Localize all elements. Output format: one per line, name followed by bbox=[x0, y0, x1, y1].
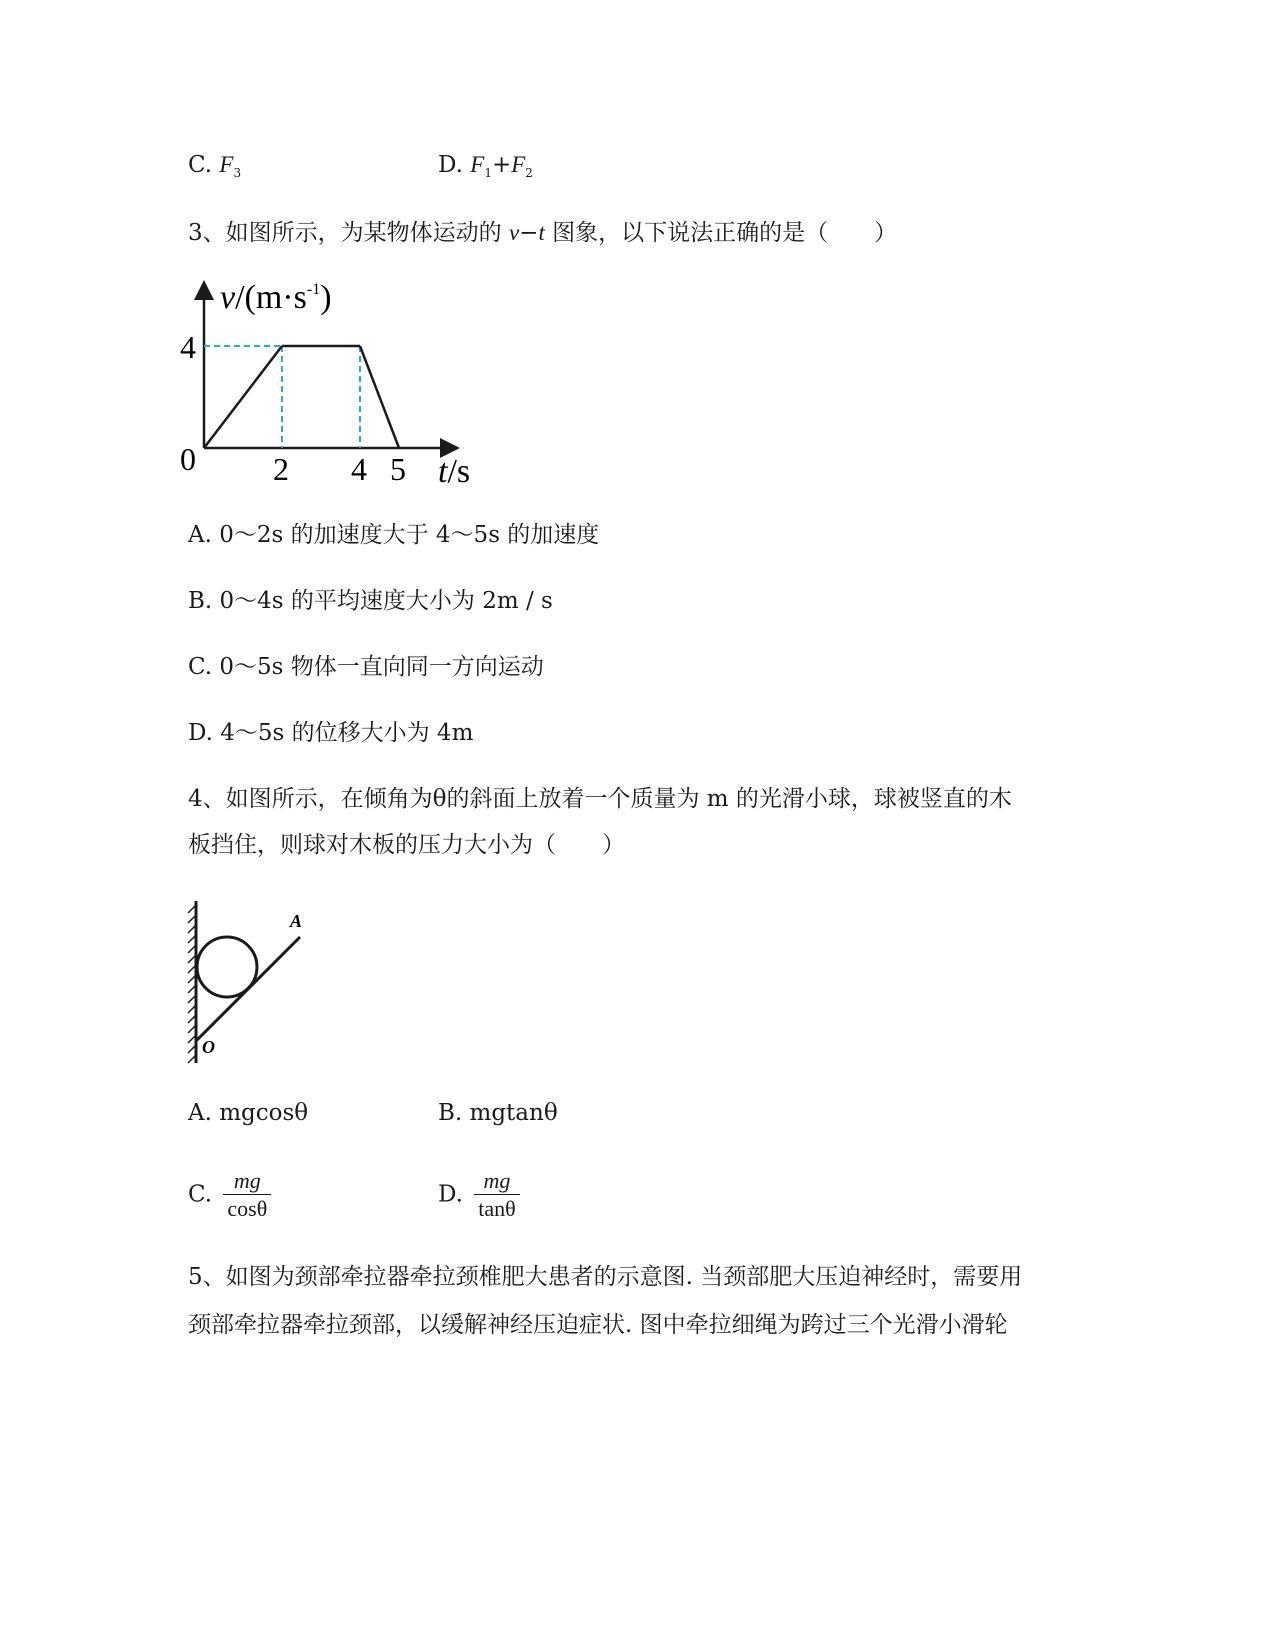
q2-option-c bbox=[188, 150, 241, 188]
denominator: cosθ bbox=[227, 1196, 268, 1221]
y-axis-label bbox=[220, 280, 332, 316]
q3-option-c: C. 0～5s 物体一直向同一方向运动 bbox=[188, 654, 544, 680]
option-label: D. bbox=[438, 152, 471, 178]
y-label-close: ) bbox=[320, 280, 332, 316]
x-label-var: t bbox=[438, 453, 448, 490]
x-tick-label: 4 bbox=[351, 451, 367, 487]
q4-option-a: A. mgcosθ bbox=[188, 1100, 309, 1126]
x-ticks bbox=[273, 451, 406, 487]
q3-option-d: D. 4～5s 的位移大小为 4m bbox=[188, 720, 474, 746]
option-label: C. bbox=[188, 152, 220, 178]
stem-text: 3、如图所示，为某物体运动的 bbox=[188, 220, 509, 246]
numerator: mg bbox=[223, 1168, 271, 1195]
label-a: A bbox=[290, 911, 303, 931]
y-label-unit: /(m·s bbox=[235, 280, 307, 316]
variable: v bbox=[508, 220, 520, 245]
q3-option-a: A. 0～2s 的加速度大于 4～5s 的加速度 bbox=[188, 522, 600, 548]
q3-stem bbox=[188, 218, 897, 248]
ball bbox=[197, 937, 257, 997]
variable: F bbox=[219, 152, 234, 177]
x-label-unit: /s bbox=[447, 453, 471, 490]
option-label: C. bbox=[188, 1181, 220, 1208]
q4-stem-line1: 4、如图所示，在倾角为θ的斜面上放着一个质量为 m 的光滑小球，球被竖直的木 bbox=[188, 786, 1012, 812]
variable: t bbox=[538, 220, 545, 245]
label-o: O bbox=[202, 1037, 215, 1057]
fraction bbox=[223, 1168, 271, 1223]
q4-option-c bbox=[188, 1168, 271, 1223]
incline-ball-figure bbox=[178, 895, 318, 1070]
q4-option-b: B. mgtanθ bbox=[438, 1100, 558, 1126]
series-group bbox=[204, 346, 399, 448]
q2-option-d bbox=[438, 150, 533, 188]
x-axis-label bbox=[438, 453, 470, 490]
series-segment bbox=[204, 346, 282, 448]
y-label-var: v bbox=[220, 280, 236, 316]
q5-stem-line2: 颈部牵拉器牵拉颈部，以缓解神经压迫症状. 图中牵拉细绳为跨过三个光滑小滑轮 bbox=[188, 1312, 1008, 1338]
dash: − bbox=[519, 220, 539, 246]
denominator: tanθ bbox=[478, 1196, 516, 1221]
origin-label: 0 bbox=[180, 441, 196, 477]
q4-stem-line2: 板挡住，则球对木板的压力大小为（ ） bbox=[188, 832, 625, 858]
option-label: D. bbox=[438, 1181, 471, 1208]
x-tick-label: 5 bbox=[390, 451, 406, 487]
vt-graph bbox=[180, 280, 510, 505]
series-segment bbox=[360, 346, 399, 448]
subscript: 1 bbox=[484, 166, 492, 180]
plus-sign: + bbox=[491, 152, 512, 178]
variable: F bbox=[511, 152, 526, 177]
x-tick-label: 2 bbox=[273, 451, 289, 487]
q3-option-b: B. 0～4s 的平均速度大小为 2m / s bbox=[188, 588, 553, 614]
numerator: mg bbox=[474, 1168, 519, 1195]
subscript: 2 bbox=[525, 166, 533, 180]
q5-stem-line1: 5、如图为颈部牵拉器牵拉颈椎肥大患者的示意图. 当颈部肥大压迫神经时，需要用 bbox=[188, 1264, 1023, 1290]
y-label-exponent: -1 bbox=[306, 281, 321, 298]
y-tick-4: 4 bbox=[180, 329, 196, 365]
subscript: 3 bbox=[233, 166, 242, 180]
fraction bbox=[474, 1168, 519, 1223]
q4-option-d bbox=[438, 1168, 520, 1223]
variable: F bbox=[470, 152, 485, 177]
stem-text: 图象，以下说法正确的是（ ） bbox=[544, 220, 898, 246]
